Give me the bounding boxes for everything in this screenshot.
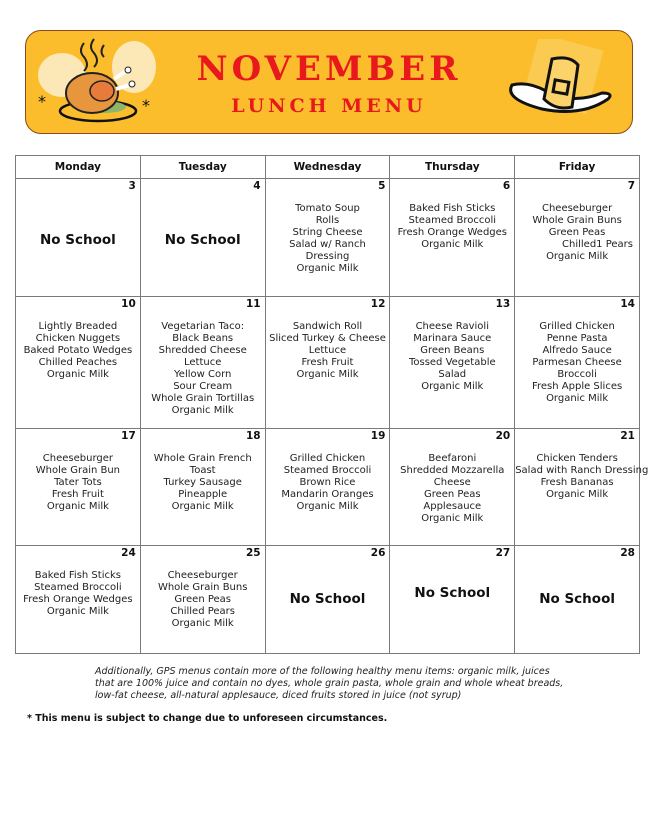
- menu-item: Fresh Apple Slices: [531, 381, 623, 393]
- day-number: 17: [121, 430, 136, 443]
- day-cell: [16, 429, 141, 545]
- menu-item: Rolls: [315, 215, 340, 226]
- menu-item: Whole Grain Buns: [532, 215, 622, 226]
- day-cell: [390, 545, 515, 653]
- day-number: 14: [620, 298, 635, 311]
- menu-item: Organic Milk: [546, 489, 609, 501]
- menu-item: Alfredo Sauce: [542, 345, 612, 357]
- menu-item: String Cheese: [292, 227, 363, 238]
- note-line: that are 100% juice and contain no dyes, whole grain pasta, whole grain and whole wheat breads,: [95, 678, 564, 689]
- week-row: [16, 429, 640, 545]
- menu-item: Beefaroni: [428, 453, 477, 465]
- header-friday: Friday: [515, 156, 640, 179]
- menu-item: Cheeseburger: [541, 203, 613, 214]
- menu-item: Baked Fish Sticks: [34, 569, 121, 581]
- menu-item: Yellow Corn: [174, 369, 232, 381]
- menu-items: [141, 321, 265, 417]
- svg-text:*: *: [142, 96, 150, 115]
- menu-item: Lightly Breaded: [38, 321, 118, 333]
- menu-item: Lettuce: [184, 357, 222, 369]
- menu-item: Organic Milk: [421, 381, 484, 393]
- header-monday: Monday: [16, 156, 141, 179]
- menu-item: Fresh Bananas: [540, 477, 614, 489]
- menu-items: [515, 203, 639, 263]
- note-line: low-fat cheese, all-natural applesauce, diced fruits stored in juice (not syrup): [95, 690, 462, 701]
- day-number: 26: [370, 546, 386, 559]
- menu-item: Organic Milk: [421, 239, 484, 250]
- menu-item: Dressing: [305, 251, 350, 262]
- day-number: 12: [370, 298, 386, 311]
- day-cell: [390, 179, 515, 297]
- day-cell: [140, 545, 265, 653]
- day-number: 3: [128, 180, 136, 192]
- menu-item: Fresh Fruit: [301, 357, 354, 369]
- menu-item: Applesauce: [423, 501, 482, 513]
- menu-item: Organic Milk: [46, 369, 109, 381]
- menu-item: Grilled Chicken: [289, 453, 366, 465]
- menu-item: Steamed Broccoli: [34, 581, 122, 593]
- weekday-header-row: [16, 156, 640, 179]
- menu-item: Sandwich Roll: [292, 321, 363, 333]
- menu-item: Chicken Tenders: [536, 453, 618, 465]
- banner-subtitle: LUNCH MENU: [231, 95, 427, 117]
- menu-item: Chilled1 Pears: [562, 239, 633, 250]
- menu-item: Cheeseburger: [167, 569, 238, 581]
- menu-item: Sliced Turkey & Cheese: [269, 333, 386, 345]
- menu-item: Cheese: [433, 477, 471, 489]
- menu-item: Green Beans: [420, 345, 485, 357]
- menu-item: Turkey Sausage: [163, 477, 242, 489]
- week-row: [16, 545, 640, 653]
- menu-item: Steamed Broccoli: [408, 215, 497, 226]
- day-cell: [265, 429, 390, 545]
- no-school-label: No School: [539, 590, 615, 607]
- day-cell: [515, 545, 640, 653]
- menu-item: Fresh Orange Wedges: [397, 227, 507, 238]
- menu-item: Organic Milk: [296, 263, 359, 274]
- day-number: 11: [245, 298, 261, 311]
- menu-item: Whole Grain Buns: [157, 581, 248, 593]
- day-number: 27: [495, 546, 511, 559]
- no-school-label: No School: [414, 584, 491, 601]
- lunch-calendar: [15, 155, 649, 654]
- menu-item: Baked Potato Wedges: [23, 345, 133, 357]
- day-cell: [515, 297, 640, 429]
- day-cell: [390, 429, 515, 545]
- menu-item: Vegetarian Taco:: [161, 321, 245, 333]
- menu-item: Brown Rice: [299, 477, 356, 489]
- menu-item: Organic Milk: [46, 501, 109, 513]
- header-wednesday: Wednesday: [265, 156, 390, 179]
- day-cell: [16, 179, 141, 297]
- menu-item: Organic Milk: [171, 501, 234, 513]
- menu-item: Green Peas: [174, 593, 232, 605]
- day-cell: [140, 297, 265, 429]
- menu-item: Organic Milk: [421, 513, 484, 525]
- menu-item: Whole Grain Tortillas: [151, 393, 255, 405]
- day-number: 28: [620, 546, 635, 559]
- header-thursday: Thursday: [390, 156, 515, 179]
- no-school-label: No School: [289, 590, 366, 607]
- day-number: 20: [495, 430, 511, 443]
- menu-items: [266, 203, 390, 275]
- menu-items: [266, 321, 390, 381]
- day-number: 18: [245, 430, 261, 443]
- week-row: [16, 297, 640, 429]
- menu-item: Parmesan Cheese: [532, 357, 622, 369]
- header-tuesday: Tuesday: [140, 156, 265, 179]
- day-number: 4: [253, 180, 261, 192]
- menu-item: Whole Grain French: [153, 453, 252, 465]
- menu-items: [390, 453, 514, 525]
- change-disclaimer: * This menu is subject to change due to unforeseen circumstances.: [27, 713, 388, 724]
- menu-item: Grilled Chicken: [539, 321, 615, 333]
- day-number: 13: [495, 298, 511, 311]
- menu-item: Organic Milk: [171, 617, 234, 629]
- menu-item: Marinara Sauce: [413, 333, 492, 345]
- day-cell: [515, 179, 640, 297]
- day-number: 6: [502, 180, 511, 192]
- menu-item: Fresh Orange Wedges: [23, 593, 133, 605]
- menu-item: Baked Fish Sticks: [409, 203, 496, 214]
- day-cell: [140, 179, 265, 297]
- day-cell: [16, 545, 141, 653]
- menu-item: Steamed Broccoli: [283, 465, 372, 477]
- menu-item: Mandarin Oranges: [281, 489, 374, 501]
- menu-items: [141, 570, 265, 630]
- menu-items: [515, 321, 639, 405]
- day-cell: [140, 429, 265, 545]
- menu-item: Salad: [438, 369, 467, 381]
- menu-item: Organic Milk: [171, 405, 234, 417]
- day-cell: [515, 429, 649, 545]
- day-cell: [16, 297, 141, 429]
- menu-item: Tomato Soup: [295, 203, 360, 214]
- day-cell: [265, 179, 390, 297]
- day-number: 19: [370, 430, 386, 443]
- menu-item: Lettuce: [308, 345, 347, 357]
- menu-item: Black Beans: [172, 333, 234, 345]
- svg-text:*: *: [38, 92, 46, 111]
- pilgrim-hat-icon: [500, 39, 618, 123]
- menu-item: Organic Milk: [546, 251, 609, 262]
- day-number: 5: [378, 180, 386, 192]
- menu-item: Penne Pasta: [546, 333, 608, 345]
- day-cell: [265, 297, 390, 429]
- menu-items: [390, 203, 514, 251]
- menu-items: [390, 321, 514, 393]
- menu-item: Organic Milk: [296, 369, 359, 381]
- day-number: 25: [245, 546, 261, 559]
- day-cell: [390, 297, 515, 429]
- day-cell: [265, 545, 390, 653]
- menu-item: Broccoli: [557, 369, 597, 381]
- menu-item: Sour Cream: [173, 381, 233, 393]
- day-number: 10: [121, 298, 136, 311]
- menu-item: Toast: [189, 465, 216, 477]
- menu-items: [266, 453, 390, 513]
- menu-item: Tossed Vegetable: [408, 357, 496, 369]
- day-number: 7: [627, 180, 635, 192]
- menu-item: Shredded Mozzarella: [400, 465, 505, 477]
- menu-item: Organic Milk: [546, 393, 609, 405]
- no-school-label: No School: [164, 232, 241, 248]
- menu-items: [515, 453, 649, 501]
- no-school-label: No School: [40, 232, 116, 248]
- menu-item: Cheeseburger: [42, 453, 114, 465]
- menu-item: Pineapple: [178, 489, 228, 501]
- menu-item: Green Peas: [548, 227, 606, 238]
- menu-item: Organic Milk: [46, 605, 109, 617]
- menu-item: Chicken Nuggets: [35, 333, 121, 345]
- menu-item: Chilled Pears: [170, 605, 235, 617]
- menu-items: [16, 321, 140, 381]
- healthy-items-note: [95, 666, 615, 702]
- day-number: 24: [121, 546, 136, 559]
- menu-item: Shredded Cheese: [158, 345, 247, 357]
- menu-item: Salad with Ranch Dressing: [515, 465, 649, 477]
- menu-items: [141, 453, 265, 513]
- menu-item: Green Peas: [423, 489, 481, 501]
- week-row: [16, 179, 640, 297]
- menu-items: [16, 453, 140, 513]
- menu-item: Chilled Peaches: [38, 357, 118, 369]
- menu-items: [16, 570, 140, 618]
- menu-item: Tater Tots: [54, 477, 102, 489]
- note-line: Additionally, GPS menus contain more of the following healthy menu items: organic milk, juices: [95, 666, 550, 677]
- menu-item: Fresh Fruit: [51, 489, 104, 501]
- menu-item: Whole Grain Bun: [35, 465, 121, 477]
- menu-banner: [25, 30, 633, 134]
- day-number: 21: [620, 430, 635, 443]
- menu-item: Organic Milk: [296, 501, 359, 513]
- menu-item: Cheese Ravioli: [415, 321, 489, 333]
- banner-title: NOVEMBER: [196, 49, 462, 89]
- menu-item: Salad w/ Ranch: [289, 239, 366, 250]
